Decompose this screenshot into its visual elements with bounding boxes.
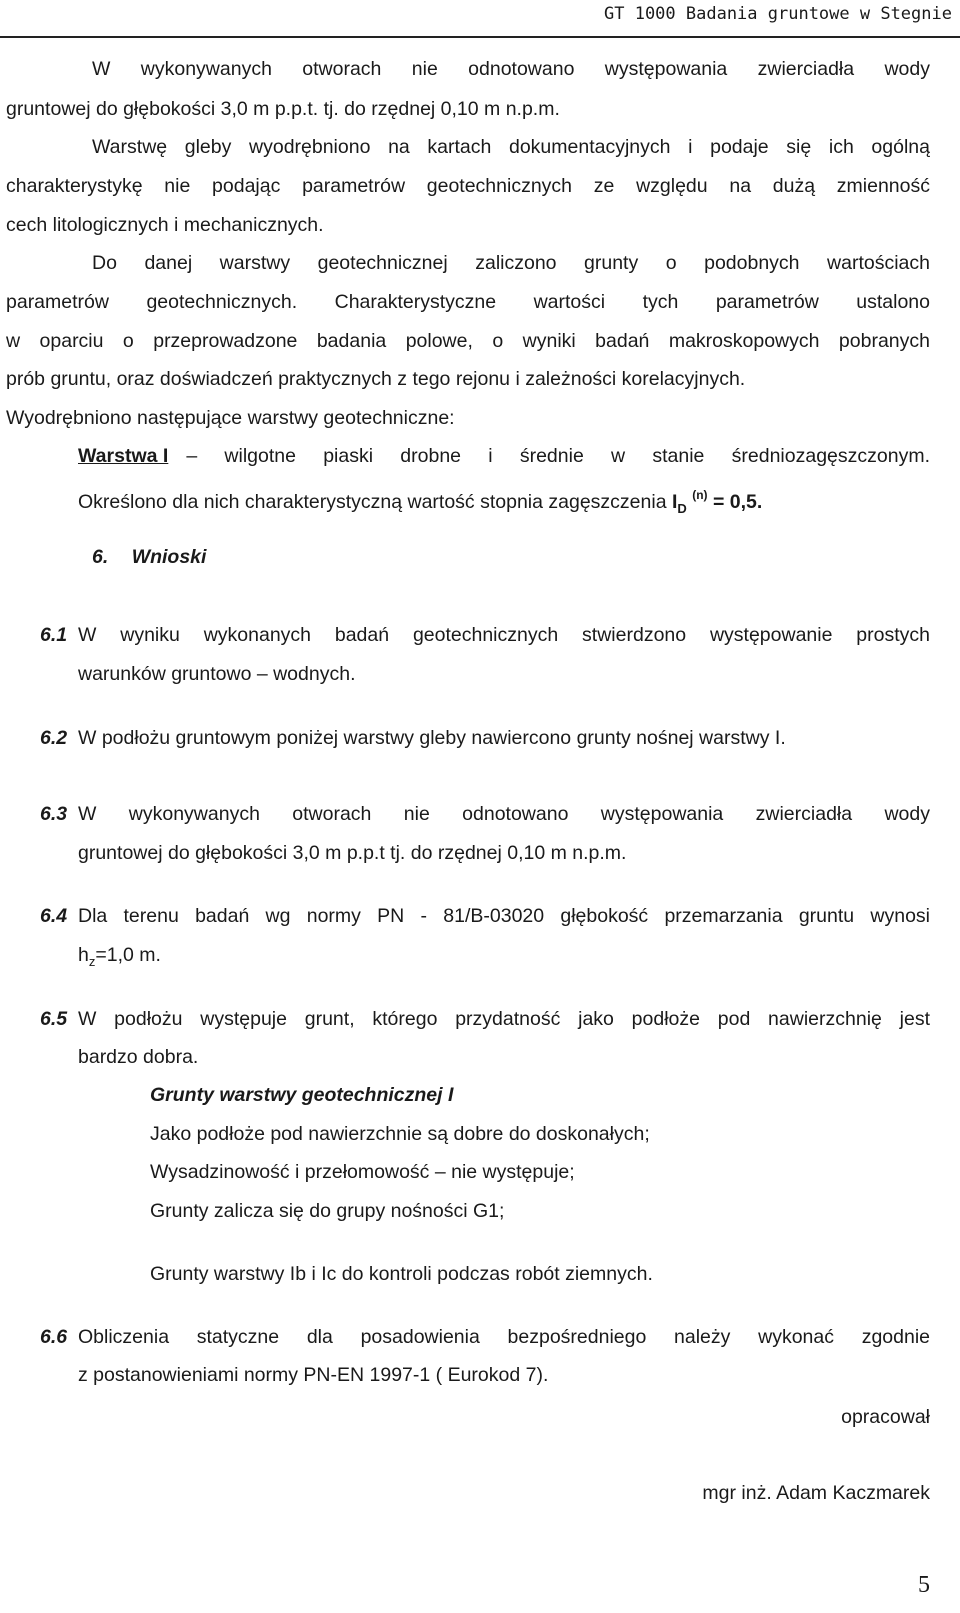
paragraph-soil-line2: charakterystykę nie podając parametrów geotechnicznych ze względu na dużą zmienność <box>6 175 930 197</box>
prepared-by-label: opracował <box>841 1406 930 1428</box>
document-title: GT 1000 Badania gruntowe w Stegnie <box>604 4 952 24</box>
subsection-line: Jako podłoże pod nawierzchnie są dobre do doskonałych; <box>150 1123 650 1145</box>
paragraph-groundwater-line1: W wykonywanych otworach nie odnotowano występowania zwierciadła wody <box>92 58 930 80</box>
page-header <box>0 0 960 38</box>
conclusion-6-6-line2: z postanowieniami normy PN-EN 1997-1 ( Eurokod 7). <box>78 1364 549 1386</box>
density-superscript: (n) <box>692 488 708 502</box>
conclusion-6-3-line1: W wykonywanych otworach nie odnotowano występowania zwierciadła wody <box>78 803 930 825</box>
frost-depth-symbol: h <box>78 944 89 966</box>
density-subscript: D <box>677 501 687 516</box>
conclusion-6-1-line1: W wyniku wykonanych badań geotechnicznych stwierdzono występowanie prostych <box>78 624 930 646</box>
paragraph-groundwater-line2: gruntowej do głębokości 3,0 m p.p.t. tj. do rzędnej 0,10 m n.p.m. <box>6 98 560 120</box>
conclusion-number: 6.5 <box>40 1008 68 1030</box>
conclusion-6-3-line2: gruntowej do głębokości 3,0 m p.p.t tj. do rzędnej 0,10 m n.p.m. <box>78 842 627 864</box>
layer-description: – wilgotne piaski drobne i średnie w stanie średniozagęszczonym. <box>186 445 930 467</box>
paragraph-soil-line3: cech litologicznych i mechanicznych. <box>6 214 324 236</box>
frost-depth-value: =1,0 m. <box>95 944 161 966</box>
page-number: 5 <box>918 1572 930 1598</box>
section-title: Wnioski <box>131 546 207 568</box>
conclusion-6-5-line1: W podłożu występuje grunt, którego przydatność jako podłoże pod nawierzchnię jest <box>78 1008 930 1030</box>
section-heading <box>92 544 206 570</box>
conclusion-number: 6.6 <box>40 1326 68 1348</box>
subsection-line: Wysadzinowość i przełomowość – nie występuje; <box>150 1161 575 1183</box>
subsection-title: Grunty warstwy geotechnicznej I <box>150 1084 454 1106</box>
conclusion-6-4-line2 <box>78 942 161 975</box>
layer-definition <box>78 443 930 469</box>
section-number: 6. <box>92 546 109 568</box>
layer-label: Warstwa I <box>78 445 169 467</box>
paragraph-layers-line5: Wyodrębniono następujące warstwy geotechniczne: <box>6 407 455 429</box>
density-statement <box>78 482 762 522</box>
subsection-line: Grunty warstwy Ib i Ic do kontroli podczas robót ziemnych. <box>150 1263 653 1285</box>
author-name: mgr inż. Adam Kaczmarek <box>702 1482 930 1504</box>
paragraph-layers-line3: w oparciu o przeprowadzone badania polowe, o wyniki badań makroskopowych pobranych <box>6 330 930 352</box>
conclusion-number: 6.2 <box>40 727 68 749</box>
subsection-line: Grunty zalicza się do grupy nośności G1; <box>150 1200 505 1222</box>
conclusion-6-5-line2: bardzo dobra. <box>78 1046 199 1068</box>
paragraph-layers-line2: parametrów geotechnicznych. Charakterystyczne wartości tych parametrów ustalono <box>6 291 930 313</box>
frost-depth-subscript: z <box>88 954 96 969</box>
density-symbol: I <box>671 491 678 513</box>
conclusion-6-6-line1: Obliczenia statyczne dla posadowienia bezpośredniego należy wykonać zgodnie <box>78 1326 930 1348</box>
paragraph-soil-line1: Warstwę gleby wyodrębniono na kartach dokumentacyjnych i podaje się ich ogólną <box>92 136 930 158</box>
conclusion-6-2-line1: W podłożu gruntowym poniżej warstwy gleby nawiercono grunty nośnej warstwy I. <box>78 727 786 749</box>
conclusion-number: 6.4 <box>40 905 68 927</box>
paragraph-layers-line1: Do danej warstwy geotechnicznej zaliczono grunty o podobnych wartościach <box>92 252 930 274</box>
conclusion-6-4-line1: Dla terenu badań wg normy PN - 81/B-03020 głębokość przemarzania gruntu wynosi <box>78 905 930 927</box>
conclusion-6-1-line2: warunków gruntowo – wodnych. <box>78 663 356 685</box>
density-value: = 0,5. <box>712 491 763 513</box>
density-text: Określono dla nich charakterystyczną wartość stopnia zagęszczenia <box>78 491 667 513</box>
conclusion-number: 6.3 <box>40 803 68 825</box>
paragraph-layers-line4: prób gruntu, oraz doświadczeń praktycznych z tego rejonu i zależności korelacyjnych. <box>6 368 746 390</box>
conclusion-number: 6.1 <box>40 624 68 646</box>
